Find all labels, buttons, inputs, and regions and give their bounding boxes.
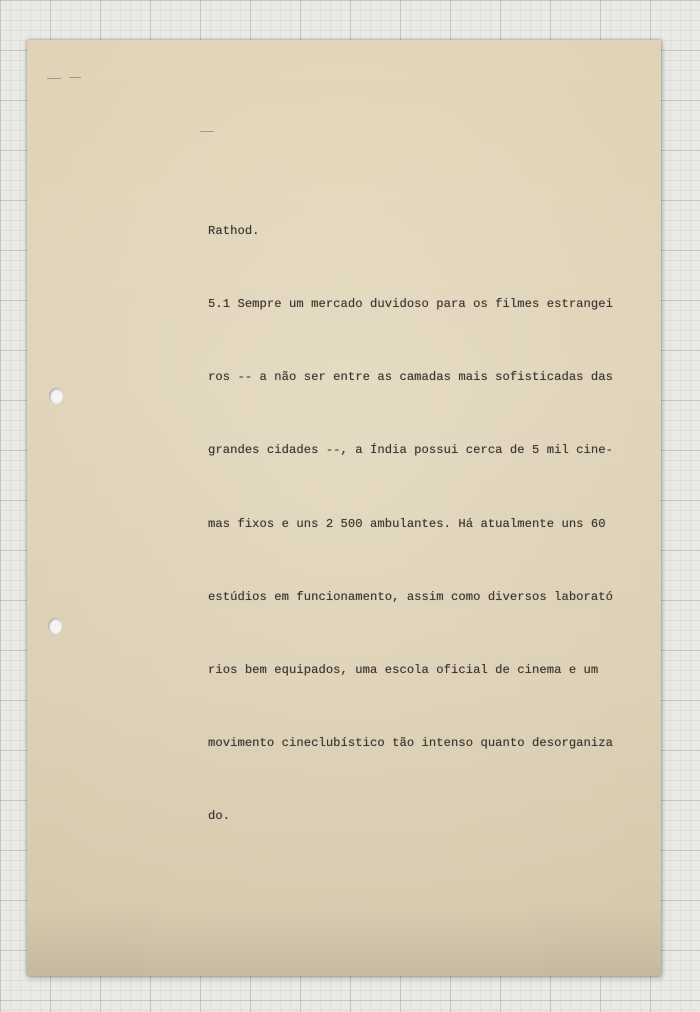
text-line: do. <box>208 809 231 824</box>
ink-mark <box>47 78 61 79</box>
ink-mark <box>200 131 214 132</box>
ink-mark <box>69 77 81 78</box>
text-line: mas fixos e uns 2 500 ambulantes. Há atualmente uns 60 <box>208 516 606 531</box>
text-line: rios bem equipados, uma escola oficial de cinema e um <box>208 663 599 678</box>
punch-hole-top <box>49 388 63 404</box>
typewritten-page <box>27 40 661 976</box>
text-line: movimento cineclubístico tão intenso quanto desorganiza <box>208 736 614 751</box>
heading-line: Rathod. <box>208 223 260 238</box>
text-line: estúdios em funcionamento, assim como diversos laborató <box>208 589 614 604</box>
text-line: grandes cidades --, a Índia possui cerca de 5 mil cine- <box>208 443 614 458</box>
text-line: 5.1 Sempre um mercado duvidoso para os filmes estrangei <box>208 297 614 312</box>
text-line: ros -- a não ser entre as camadas mais sofisticadas das <box>208 370 614 385</box>
punch-hole-bottom <box>48 618 62 634</box>
typed-text-block <box>208 170 648 878</box>
